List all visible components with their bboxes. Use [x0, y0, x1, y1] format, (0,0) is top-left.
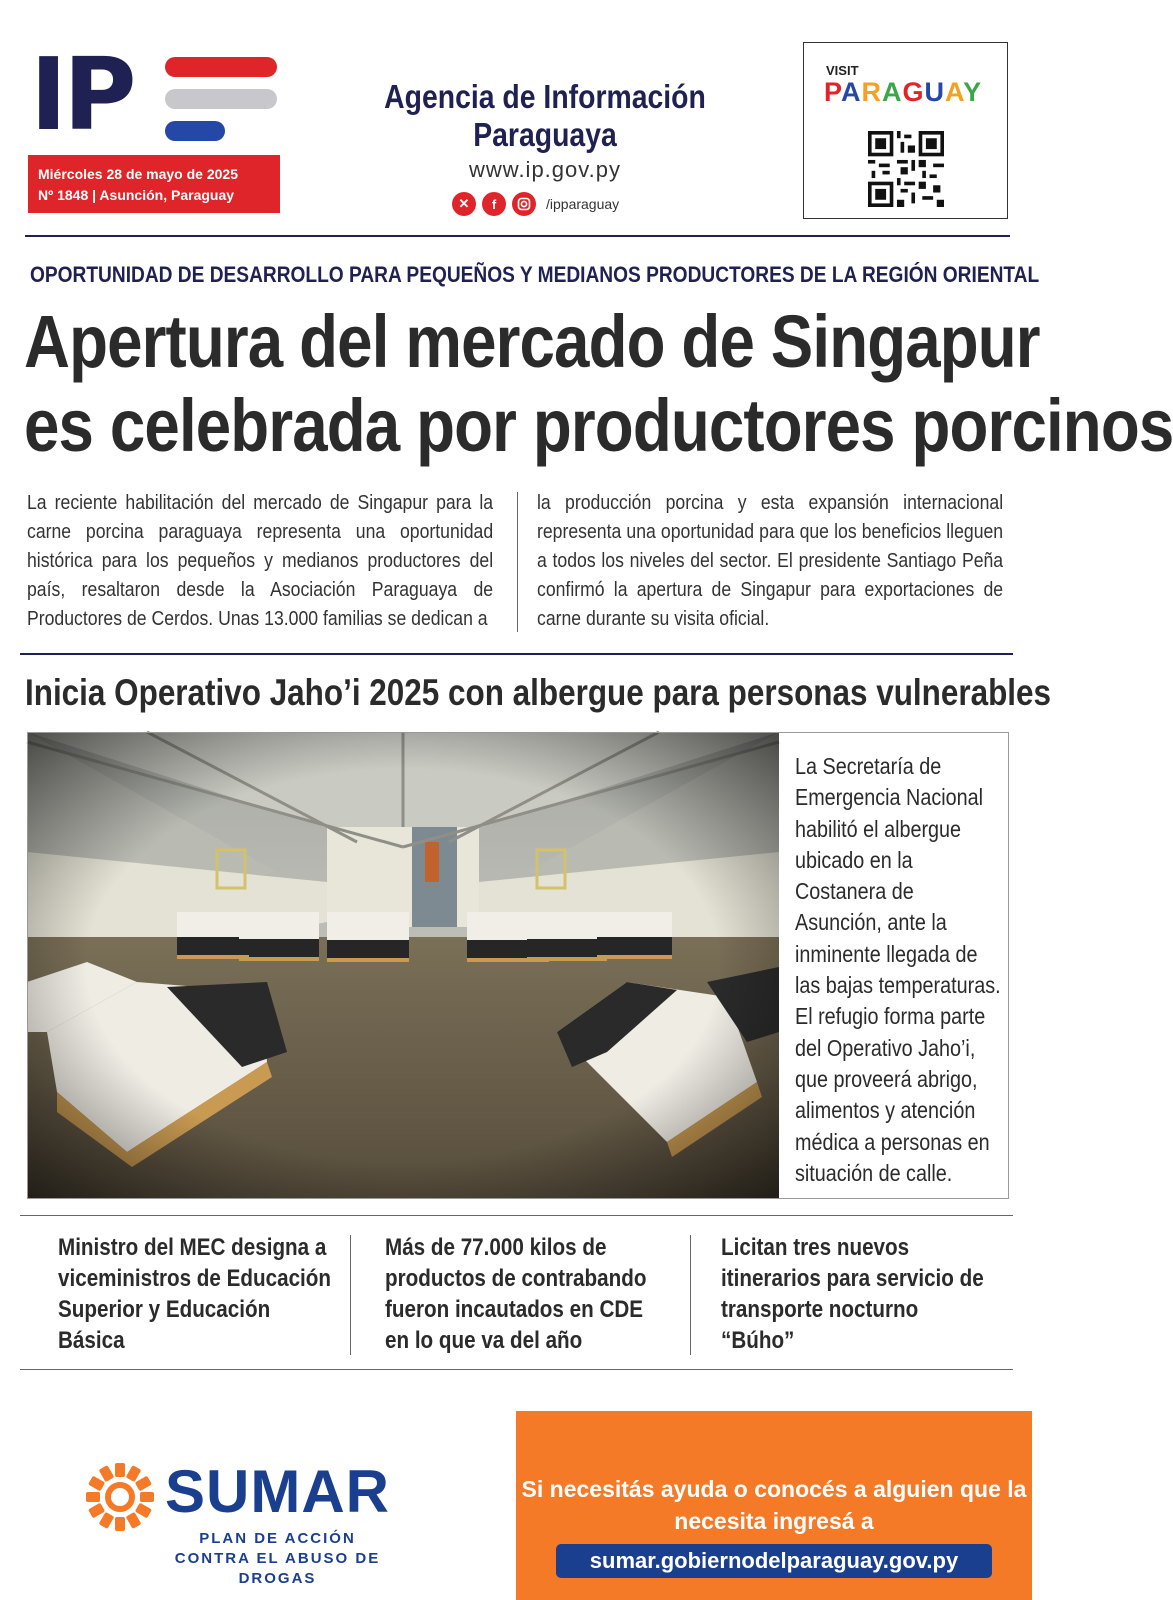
sumar-url-link[interactable]: sumar.gobiernodelparaguay.gov.py — [556, 1544, 992, 1578]
brief-item-buho[interactable]: Licitan tres nuevos itinerarios para servicio de transporte nocturno “Búho” — [721, 1234, 984, 1354]
column-separator — [517, 492, 518, 632]
briefs-divider — [20, 1369, 1013, 1370]
lead-kicker: OPORTUNIDAD DE DESARROLLO PARA PEQUEÑOS Y MEDIANOS PRODUCTORES DE LA REGIÓN ORIENTAL — [30, 262, 1040, 287]
feature-frame — [27, 732, 1009, 1199]
lead-divider — [20, 653, 1013, 655]
instagram-icon[interactable] — [512, 192, 536, 216]
sumar-logo-text[interactable]: SUMAR — [165, 1458, 390, 1525]
issue-date: Miércoles 28 de mayo de 2025 — [38, 166, 238, 182]
help-text: Si necesitás ayuda o conocés a alguien que la necesita ingresá a — [521, 1476, 1027, 1534]
masthead-divider — [25, 235, 1010, 237]
social-handle[interactable]: /ipparaguay — [546, 196, 620, 212]
social-links — [452, 192, 619, 216]
agency-name: Agencia de Información Paraguaya — [384, 78, 706, 153]
sumar-help-banner[interactable] — [516, 1411, 1032, 1600]
facebook-icon[interactable]: f — [482, 192, 506, 216]
headline-line-2: es celebrada por productores porcinos — [24, 384, 1173, 467]
qr-code-icon[interactable] — [868, 131, 944, 207]
feature-divider — [20, 1215, 1013, 1216]
logo-stripe-grey — [165, 89, 277, 109]
brief-item-mec[interactable]: Ministro del MEC designa a viceministros de Educación Superior y Educación Básica — [58, 1234, 331, 1354]
x-icon[interactable]: ✕ — [452, 192, 476, 216]
visit-paraguay-box[interactable] — [803, 42, 1008, 219]
brief-separator — [690, 1235, 691, 1355]
feature-headline[interactable]: Inicia Operativo Jaho’i 2025 con albergue para personas vulnerables — [25, 672, 1052, 713]
lead-body-col-1: La reciente habilitación del mercado de Singapur para la carne porcina paraguaya representa una oportunidad histórica para los pequeños y medianos productores del país, resaltaron desde la Asociación Paraguaya de Productores de Cerdos. Unas 13.000 familias se dedican a — [27, 491, 494, 630]
lead-body-col-2: la producción porcina y esta expansión internacional representa una oportunidad para que los beneficios lleguen a todos los niveles del sector. El presidente Santiago Peña confirmó la apertura de Singapur para exportaciones de carne durante su visita oficial. — [537, 491, 1004, 630]
logo-stripe-red — [165, 57, 277, 77]
brief-item-contrabando[interactable]: Más de 77.000 kilos de productos de contrabando fueron incautados en CDE en lo que va del año — [385, 1234, 647, 1354]
brief-separator — [350, 1235, 351, 1355]
date-issue-box — [28, 155, 280, 213]
ip-logo[interactable]: IP — [30, 36, 133, 153]
paraguay-logo-text: PARAGUAY — [824, 77, 983, 107]
lead-headline[interactable] — [24, 300, 1173, 468]
feature-body: La Secretaría de Emergencia Nacional habilitó el albergue ubicado en la Costanera de Asunción, ante la inminente llegada de las bajas temperaturas. El refugio forma parte del Operativo Jaho’i, que proveerá abrigo, alimentos y atención médica a personas en situación de calle. — [795, 753, 1001, 1186]
sumar-sun-icon — [85, 1462, 155, 1532]
sumar-subtitle: PLAN DE ACCIÓN CONTRA EL ABUSO DE DROGAS — [174, 1530, 381, 1587]
headline-line-1: Apertura del mercado de Singapur — [24, 300, 1040, 383]
visit-label: VISIT — [826, 63, 859, 78]
agency-website[interactable]: www.ip.gov.py — [469, 157, 621, 182]
issue-number: Nº 1848 | Asunción, Paraguay — [38, 187, 235, 203]
logo-stripe-blue — [165, 121, 225, 141]
